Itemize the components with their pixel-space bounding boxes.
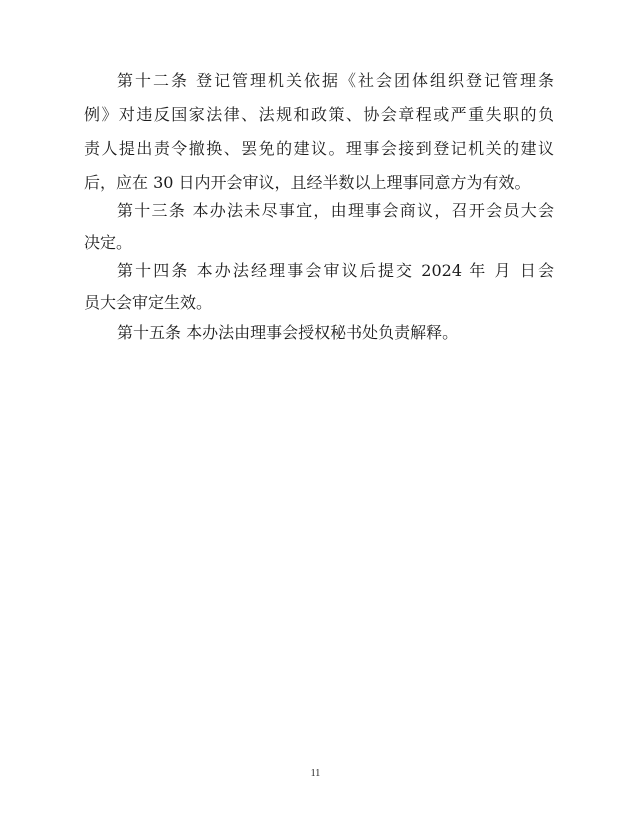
article-15-line-1: 第十五条 本办法由理事会授权秘书处负责解释。 xyxy=(117,323,459,342)
page-number: 11 xyxy=(310,768,321,779)
article-13 xyxy=(84,194,554,262)
article-12-line-4: 后，应在 30 日内开会审议，且经半数以上理事同意方为有效。 xyxy=(84,173,531,192)
article-12-line-2: 例》对违反国家法律、法规和政策、协会章程或严重失职的负 xyxy=(84,105,554,124)
article-12 xyxy=(84,64,554,200)
article-14 xyxy=(84,254,554,322)
article-12-line-1: 第十二条 登记管理机关依据《社会团体组织登记管理条 xyxy=(117,71,554,90)
article-14-line-1: 第十四条 本办法经理事会审议后提交 2024 年 月 日会 xyxy=(117,261,554,280)
article-15 xyxy=(84,316,554,350)
article-13-line-1: 第十三条 本办法未尽事宜，由理事会商议，召开会员大会 xyxy=(117,201,554,220)
article-13-line-2: 决定。 xyxy=(84,233,133,252)
article-12-line-3: 责人提出责令撤换、罢免的建议。理事会接到登记机关的建议 xyxy=(84,139,554,158)
article-14-line-2: 员大会审定生效。 xyxy=(84,293,213,312)
